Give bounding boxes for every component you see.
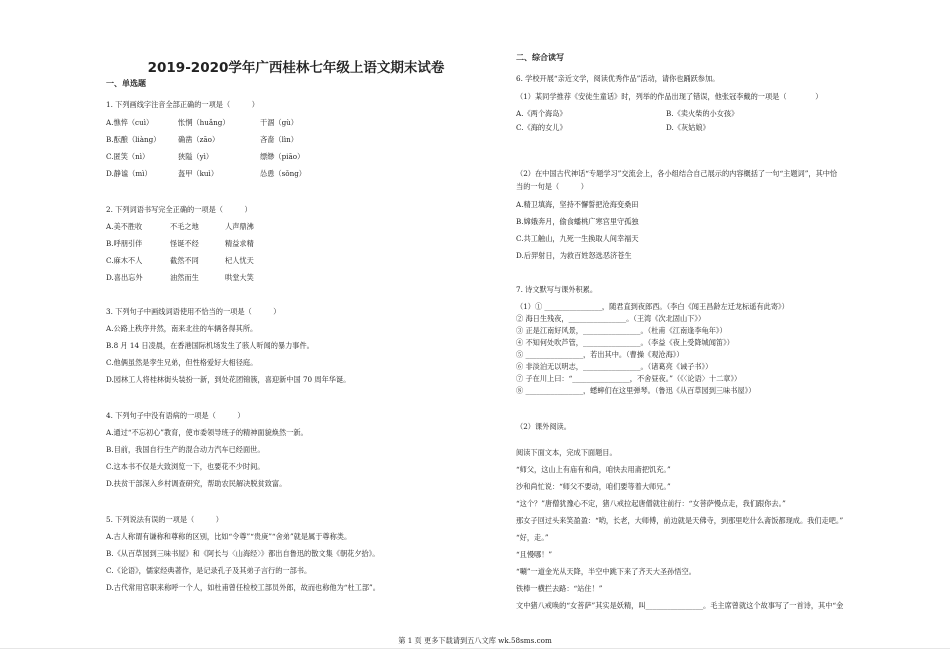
q2-stem: 2. 下列词语书写完全正确的一项是（ ） [106, 205, 252, 214]
q1-option-a: A.憔悴（cuì） 怅惘（huǎng） 干涸（gù） [106, 118, 298, 127]
q3-option-d: D.园林工人将桂林街头装扮一新，到处花团锦簇，喜迎新中国 70 周年华诞。 [106, 375, 351, 384]
footer-divider [0, 648, 950, 649]
q3-option-a: A.公路上秩序井然，南来北往的车辆各得其所。 [106, 324, 258, 333]
q4-option-c: C.这本书不仅是大致浏览一下，也要花不少时间。 [106, 462, 265, 471]
q1-stem: 1. 下列画线字注音全部正确的一项是（ ） [106, 100, 259, 109]
q1-option-c: C.匿笑（nì） 狭隘（yì） 缥缈（piāo） [106, 152, 305, 161]
q3-option-b: B.8 月 14 日凌晨，在香港国际机场发生了骇人听闻的暴力事件。 [106, 341, 314, 350]
q6-part2-option-b: B.嫦娥奔月，偷食蟠桃广寒宫里守孤独 [516, 217, 639, 226]
q7-line-7: ⑦ 子在川上曰：“________________，不舍昼夜。”（《〈论语〉十二章》） [516, 374, 742, 383]
q6-part1-option-b: B.《卖火柴的小女孩》 [666, 109, 739, 118]
q5-option-d: D.古代常用官职来称呼一个人，如杜甫曾任检校工部员外郎，故而也称他为“杜工部”。 [106, 583, 380, 592]
reading-line-8: “唰”一道金光从天降，半空中跳下来了齐天大圣孙悟空。 [516, 567, 696, 576]
document-title: 2019-2020学年广西桂林七年级上语文期末试卷 [147, 60, 445, 76]
q7-line-2: ② 海日生残夜，________________。（王湾《次北固山下》） [516, 314, 706, 323]
q6-stem: 6. 学校开展“亲近文学，阅读优秀作品”活动，请你也踊跃参加。 [516, 74, 720, 83]
q6-part1-stem: （1）某同学推荐《安徒生童话》时，列举的作品出现了错误，他张冠李戴的一项是（ ） [516, 92, 823, 101]
section-heading-comprehensive: 二、综合读写 [516, 53, 564, 62]
reading-line-6: “好，走。” [516, 533, 549, 542]
q5-option-b: B.《从百草园到三味书屋》和《阿长与〈山海经〉》都出自鲁迅的散文集《朝花夕拾》。 [106, 549, 380, 558]
q4-option-d: D.扶贫干部深入乡村调查研究，帮助农民解决脱贫致富。 [106, 479, 287, 488]
q7-line-4: ④ 不知何处吹芦管，________________。（李益《夜上受降城闻笛》） [516, 338, 734, 347]
q7-stem: 7. 诗文默写与课外积累。 [516, 285, 598, 294]
reading-line-1: 阅读下面文本，完成下面题目。 [516, 448, 617, 457]
q5-option-a: A.古人称谓有谦称和尊称的区别，比如“令尊”“贵庚”“舍弟”就是属于尊称类。 [106, 532, 352, 541]
q7-line-5: ⑤ ________________，若出其中。（曹操《观沧海》） [516, 350, 684, 359]
q7-line-3: ③ 正是江南好风景，________________。（杜甫《江南逢李龟年》） [516, 326, 727, 335]
q4-stem: 4. 下列句子中没有语病的一项是（ ） [106, 411, 245, 420]
reading-line-3: 沙和尚忙说：“师父不要动，咱们要等着大师兄。” [516, 482, 671, 491]
q3-stem: 3. 下列句子中画线词语使用不恰当的一项是（ ） [106, 307, 281, 316]
q1-option-d: D.静谧（mì） 盔甲（kuì） 怂恿（sǒng） [106, 169, 306, 178]
q2-option-b: B.呼朋引伴 怪诞不经 精益求精 [106, 239, 254, 248]
q6-part2-option-d: D.后羿射日，为救百姓怒选恶济苍生 [516, 251, 632, 260]
q7-line-6: ⑥ 非淡泊无以明志，________________。（诸葛亮《诫子书》） [516, 362, 713, 371]
reading-line-2: “师父，这山上有庙有和尚，咱快去用斋把饥充。” [516, 465, 671, 474]
q6-part1-option-d: D.《灰姑娘》 [666, 123, 710, 132]
q7-part2-stem: （2）课外阅读。 [516, 422, 571, 431]
q1-option-b: B.酝酿（liàng） 确凿（zāo） 吝啬（lìn） [106, 135, 298, 144]
reading-line-10: 文中猪八戒唤的“女菩萨”其实是妖精，叫________________。毛主席曾就这个故事写了一首诗，其中“金 [516, 601, 844, 610]
q6-part2-stem-line1: （2）在中国古代神话“专题学习”交流会上，各小组结合自己展示的内容概括了一句“主题词”，其中恰 [516, 169, 838, 178]
reading-line-5: 那女子回过头来笑盈盈：“哟，长老，大师傅，前边就是天佛寺，到那里吃什么斋饭都现成。我们走吧。” [516, 516, 844, 525]
q6-part2-stem-line2: 当的一句是（ ） [516, 182, 588, 191]
q6-part2-option-a: A.精卫填海，坚持不懈誓把沧海变桑田 [516, 200, 639, 209]
section-heading-single-choice: 一、单选题 [106, 79, 146, 88]
reading-line-4: “这个？”唐僧犹豫心不定，猪八戒拉起唐僧就往前行：“女菩萨慢点走，我们跟你去。” [516, 499, 786, 508]
q5-stem: 5. 下列说法有误的一项是（ ） [106, 515, 223, 524]
q5-option-c: C.《论语》，儒家经典著作，是记录孔子及其弟子言行的一部书。 [106, 566, 312, 575]
q6-part1-option-c: C.《海的女儿》 [516, 123, 567, 132]
q2-option-a: A.美不胜收 不毛之地 人声鼎沸 [106, 222, 254, 231]
q7-line-1: （1）① ________________，随君直到夜郎西。（李白《闻王昌龄左迁龙标遥有此寄》） [516, 302, 789, 311]
q6-part1-option-a: A.《两个海岛》 [516, 109, 567, 118]
q2-option-c: C.麻木不人 截然不同 杞人忧天 [106, 256, 254, 265]
q4-option-a: A.通过“不忘初心”教育，使市委领导班子的精神面貌焕然一新。 [106, 428, 308, 437]
reading-line-7: “且慢哪！” [516, 550, 553, 559]
q3-option-c: C.他俩虽然是孪生兄弟，但性格爱好大相径庭。 [106, 358, 258, 367]
q2-option-d: D.喜出忘外 油然而生 哄堂大笑 [106, 273, 254, 282]
page-footer: 第 1 页 更多下载请到五八文库 wk.58sms.com [398, 636, 552, 645]
q6-part2-option-c: C.共工触山，九死一生换取人间幸福天 [516, 234, 639, 243]
reading-line-9: 铁棒一横拦去路：“站住！” [516, 584, 603, 593]
q4-option-b: B.目前，我国自行生产的混合动力汽车已经面世。 [106, 445, 265, 454]
q7-line-8: ⑧ ________________，蟋蟀们在这里弹琴。（鲁迅《从百草园到三味书屋》） [516, 386, 756, 395]
